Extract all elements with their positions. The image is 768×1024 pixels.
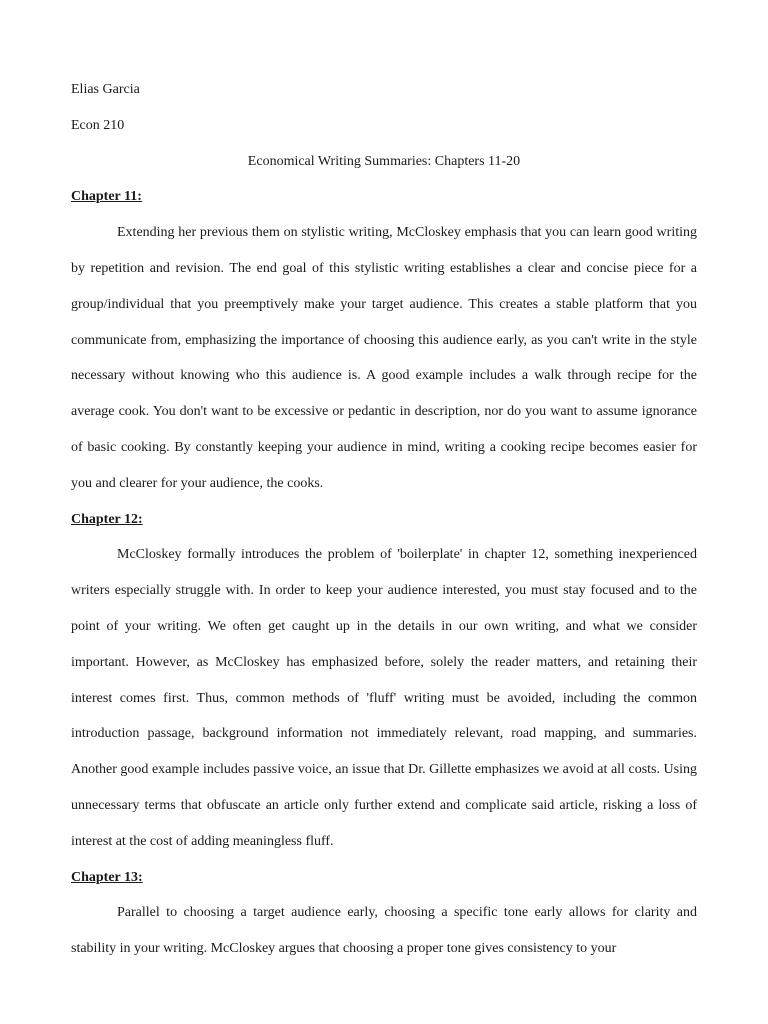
document-page — [71, 72, 697, 967]
chapter-13-paragraph: Parallel to choosing a target audience early, choosing a specific tone early allows for clarity and stability in your writing. McCloskey argues that choosing a proper tone gives consistency to your — [71, 905, 697, 957]
course-name: Econ 210 — [71, 117, 125, 133]
chapter-12-paragraph: McCloskey formally introduces the problem of 'boilerplate' in chapter 12, something inexperienced writers especially struggle with. In order to keep your audience interested, you must stay focused and to the point of your writing. We often get caught up in the details in our own writing, and what we consider important. However, as McCloskey has emphasized before, solely the reader matters, and retaining their interest comes first. Thus, common methods of 'fluff' writing must be avoided, including the common introduction passage, background information not immediately relevant, road mapping, and summaries. Another good example includes passive voice, an issue that Dr. Gillette emphasizes we avoid at all costs. Using unnecessary terms that obfuscate an article only further extend and complicate said article, risking a loss of interest at the cost of adding meaningless fluff. — [71, 547, 697, 849]
author-name: Elias Garcia — [71, 82, 140, 97]
document-title: Economical Writing Summaries: Chapters 11-20 — [247, 153, 521, 169]
chapter-11-heading: Chapter 11: — [71, 189, 142, 205]
chapter-11-paragraph: Extending her previous them on stylistic writing, McCloskey emphasis that you can learn good writing by repetition and revision. The end goal of this stylistic writing establishes a clear and concise piece for a group/individual that you preemptively make your target audience. This creates a stable platform that you communicate from, emphasizing the importance of choosing this audience early, as you can't write in the style necessary without knowing who this audience is. A good example includes a walk through recipe for the average cook. You don't want to be excessive or pedantic in description, nor do you want to assume ignorance of basic cooking. By constantly keeping your audience in mind, writing a cooking recipe becomes easier for you and clearer for your audience, the cooks. — [71, 225, 697, 491]
chapter-12-heading: Chapter 12: — [71, 511, 143, 527]
chapter-13-heading: Chapter 13: — [71, 869, 143, 885]
